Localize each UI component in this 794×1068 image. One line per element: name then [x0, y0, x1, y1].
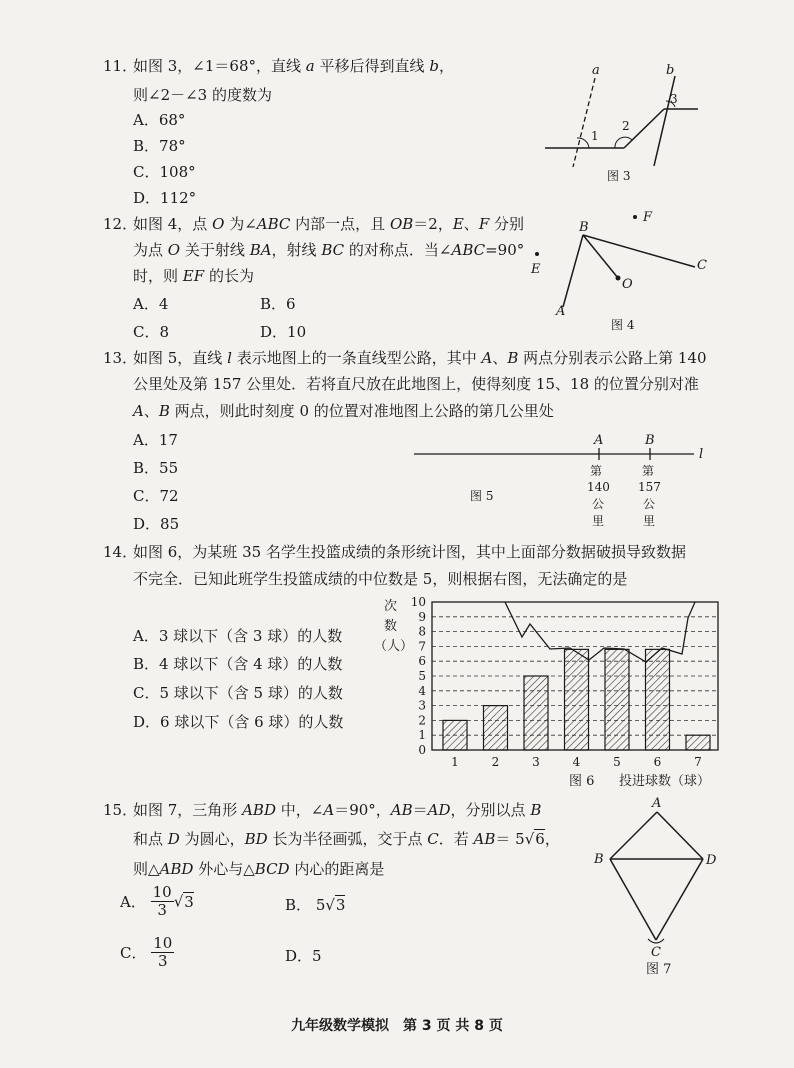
chart-bar: [565, 649, 589, 750]
q14-option-d[interactable]: D．6 球以下（含 6 球）的人数: [133, 713, 344, 731]
chart-ytick-label: 6: [418, 654, 426, 669]
q14-stem-line1: 如图 6，为某班 35 名学生投篮成绩的条形统计图，其中上面部分数据破损导致数据: [133, 543, 686, 561]
fig4-label-a: A: [556, 304, 566, 319]
fig7-label-d: D: [706, 853, 717, 868]
q13-stem-line3: A、B 两点，则此时刻度 0 的位置对准地图上公路的第几公里处: [133, 402, 554, 420]
chart-ylabel-line2: 数: [384, 619, 398, 634]
q15-stem-line3: 则△ABD 外心与△BCD 内心的距离是: [133, 860, 385, 878]
q13-stem-line2: 公里处及第 157 公里处．若将直尺放在此地图上，使得刻度 15、18 的位置分别对准: [133, 375, 699, 393]
q12-number: 12．: [103, 215, 138, 233]
fig4-label-e: E: [531, 262, 541, 277]
chart-bar: [443, 720, 467, 750]
q14-stem-line2: 不完全．已知此班学生投篮成绩的中位数是 5，则根据右图，无法确定的是: [133, 570, 628, 588]
fig4-label-f: F: [643, 210, 653, 225]
fig4-label-b: B: [579, 220, 589, 235]
chart-xlabel: 投进球数（球）: [619, 774, 711, 789]
q14-option-a[interactable]: A．3 球以下（含 3 球）的人数: [133, 627, 343, 645]
q13-option-d[interactable]: D．85: [133, 515, 180, 533]
fig3-angle-2: 2: [622, 119, 630, 133]
chart-ytick-label: 9: [418, 609, 426, 624]
fig4-label-c: C: [697, 258, 707, 273]
chart-xtick-label: 2: [491, 755, 500, 769]
q11-stem-line2: 则∠2－∠3 的度数为: [133, 86, 272, 104]
fig5-label-a: A: [594, 433, 604, 448]
fig3-angle-3: 3: [670, 92, 678, 106]
q14-option-b[interactable]: B．4 球以下（含 4 球）的人数: [133, 655, 343, 673]
fig5-a-line1: 第: [590, 464, 603, 478]
fig5-b-line4: 里: [643, 514, 656, 528]
chart-ylabel-line1: 次: [384, 599, 398, 614]
chart-bar: [686, 735, 710, 750]
chart-xtick-label: 5: [613, 755, 621, 769]
chart-bar: [524, 676, 548, 750]
q15-option-a[interactable]: A． $\frac{10}{3}$ √3: [120, 883, 194, 919]
chart-caption: 图 6: [569, 774, 595, 789]
q11-option-a[interactable]: A．68°: [133, 111, 186, 129]
fig5-a-line3: 公: [592, 497, 605, 511]
chart-xtick-label: 4: [572, 755, 581, 769]
figure-3: [540, 62, 710, 187]
chart-xtick-label: 3: [532, 755, 540, 769]
q13-number: 13．: [103, 349, 138, 367]
q13-option-a[interactable]: A．17: [133, 431, 178, 449]
q11-option-c[interactable]: C．108°: [133, 163, 196, 181]
q11-option-b[interactable]: B．78°: [133, 137, 186, 155]
fig7-label-c: C: [651, 945, 661, 960]
q12-option-c[interactable]: C．8: [133, 323, 170, 341]
chart-ytick-label: 7: [418, 639, 426, 654]
fig5-b-line3: 公: [643, 497, 656, 511]
chart-bar: [646, 649, 670, 750]
q14-option-c[interactable]: C．5 球以下（含 5 球）的人数: [133, 684, 343, 702]
q11-option-d[interactable]: D．112°: [133, 189, 197, 207]
q15-stem-line1: 如图 7，三角形 ABD 中，∠A＝90°，AB＝AD，分别以点 B: [133, 801, 542, 819]
figure-6-bar-chart: [370, 592, 730, 792]
q15-number: 15．: [103, 801, 138, 819]
fig5-label-b: B: [645, 433, 655, 448]
q11-stem-line1: 如图 3，∠1＝68°，直线 a 平移后得到直线 b，: [133, 57, 454, 75]
chart-ytick-label: 10: [410, 595, 426, 609]
chart-bar: [484, 706, 508, 750]
figure-7: [590, 795, 730, 980]
chart-xtick-label: 6: [653, 755, 662, 769]
chart-ytick-label: 1: [418, 728, 426, 743]
q13-option-c[interactable]: C．72: [133, 487, 179, 505]
chart-ytick-label: 3: [418, 698, 426, 713]
chart-ytick-label: 4: [418, 683, 426, 698]
fig4-label-o: O: [622, 277, 633, 292]
chart-ylabel-line3: （人）: [374, 639, 414, 654]
q14-number: 14．: [103, 543, 138, 561]
q12-stem-line2: 为点 O 关于射线 BA，射线 BC 的对称点．当∠ABC=90°: [133, 241, 525, 259]
q12-stem-line1: 如图 4，点 O 为∠ABC 内部一点，且 OB＝2，E、F 分别: [133, 215, 525, 233]
q13-stem-line1: 如图 5，直线 l 表示地图上的一条直线型公路，其中 A、B 两点分别表示公路上第 140: [133, 349, 707, 367]
chart-ytick-label: 2: [418, 713, 426, 728]
fig3-angle-1: 1: [591, 129, 599, 143]
fig4-caption: 图 4: [611, 318, 635, 332]
fig7-label-b: B: [594, 852, 604, 867]
q15-option-c[interactable]: C． $\frac{10}{3}$: [120, 934, 173, 970]
q12-stem-line3: 时，则 EF 的长为: [133, 267, 254, 285]
chart-ytick-label: 8: [418, 624, 426, 639]
chart-ytick-label: 5: [418, 669, 426, 683]
q11-number: 11．: [103, 57, 138, 75]
fig7-label-a: A: [652, 796, 662, 811]
fig3-label-b: b: [666, 63, 675, 78]
q15-stem-line2: 和点 D 为圆心，BD 长为半径画弧，交于点 C．若 AB＝ 5√6，: [133, 830, 560, 848]
chart-xtick-label: 1: [451, 755, 459, 769]
fig5-b-line1: 第: [642, 464, 655, 478]
fig7-caption: 图 7: [646, 962, 672, 977]
fig3-caption: 图 3: [607, 169, 631, 183]
q12-option-b[interactable]: B．6: [260, 295, 296, 313]
fig5-b-line2: 157: [638, 480, 661, 494]
q15-option-b[interactable]: B． 5√3: [285, 896, 346, 914]
fig5-caption: 图 5: [470, 489, 494, 503]
q12-option-d[interactable]: D．10: [260, 323, 307, 341]
q15-option-d[interactable]: D．5: [285, 947, 322, 965]
fig3-label-a: a: [592, 63, 600, 78]
figure-5: [412, 430, 712, 530]
chart-xtick-label: 7: [694, 755, 702, 769]
fig5-a-line2: 140: [587, 480, 610, 494]
page-footer: 九年级数学模拟 第 3 页 共 8 页: [291, 1018, 503, 1034]
q12-option-a[interactable]: A．4: [133, 295, 169, 313]
figure-4: [525, 205, 725, 335]
chart-ytick-label: 0: [418, 743, 426, 757]
fig5-label-l: l: [699, 447, 704, 462]
fig5-a-line4: 里: [592, 514, 605, 528]
q13-option-b[interactable]: B．55: [133, 459, 179, 477]
chart-bar: [605, 649, 629, 750]
